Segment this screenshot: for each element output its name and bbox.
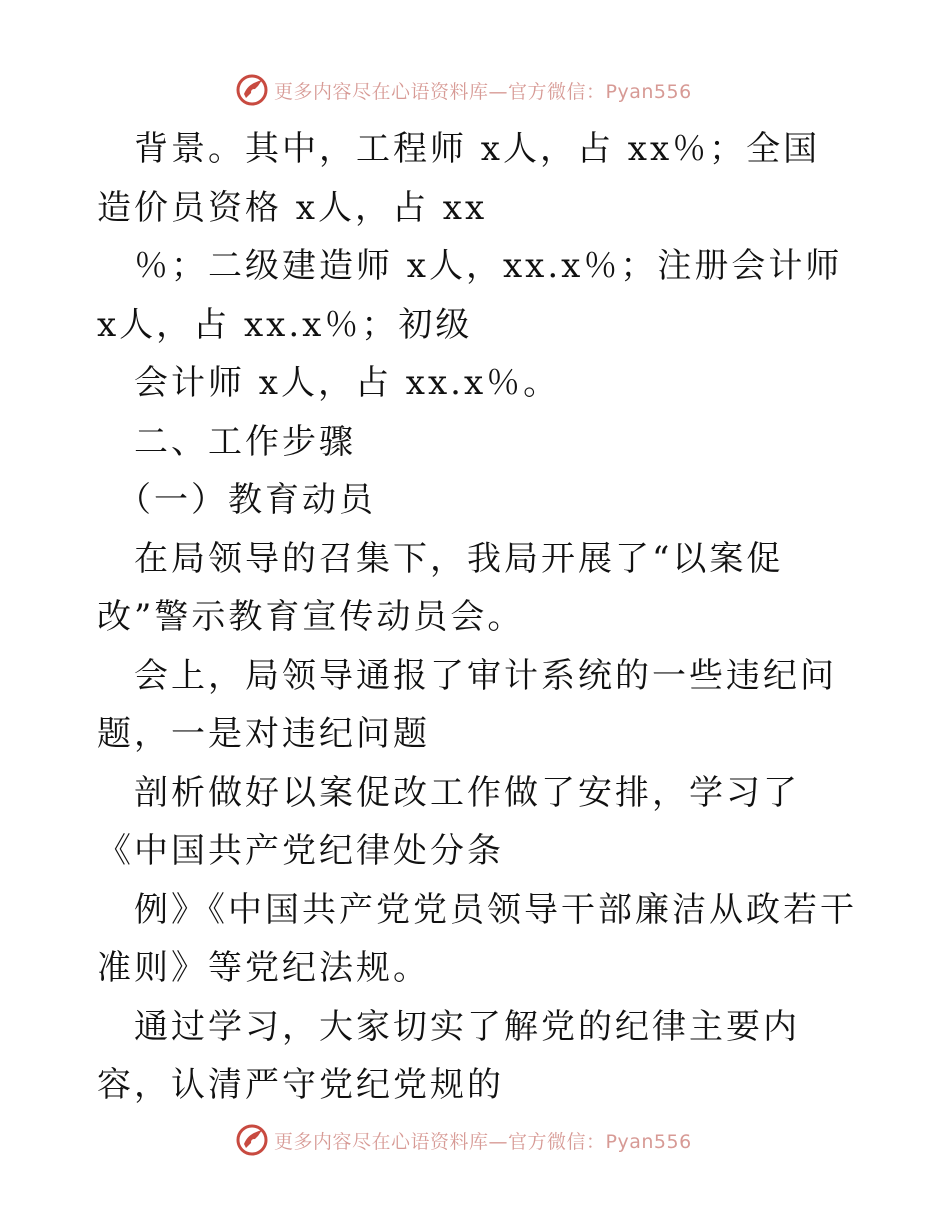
subsection-heading: （一）教育动员 (97, 480, 376, 520)
document-body (97, 120, 857, 1115)
paragraph-6: 剖析做好以案促改工作做了安排，学习了《中国共产党纪律处分条 (97, 772, 800, 871)
watermark-text: 更多内容尽在心语资料库—官方微信：Pyan556 (274, 1130, 692, 1153)
footer-watermark (234, 1120, 714, 1160)
section-heading: 二、工作步骤 (97, 421, 356, 462)
paragraph-1: 背景。其中，工程师 x人，占 xx％；全国造价员资格 x人，占 xx (97, 129, 821, 228)
paragraph-8: 通过学习，大家切实了解党的纪律主要内容，认清严守党纪党规的 (97, 1006, 800, 1105)
brush-logo-icon (234, 72, 270, 108)
paragraph-5: 会上，局领导通报了审计系统的一些违纪问题，一是对违纪问题 (97, 655, 837, 754)
paragraph-4: 在局领导的召集下，我局开展了“以案促改”警示教育宣传动员会。 (97, 538, 784, 637)
paragraph-2: ％；二级建造师 x人，xx.x％；注册会计师 x人，占 xx.x％；初级 (97, 246, 857, 345)
brush-logo-icon (234, 1122, 270, 1158)
paragraph-7: 例》《中国共产党党员领导干部廉洁从政若干准则》等党纪法规。 (97, 889, 857, 988)
watermark-text: 更多内容尽在心语资料库—官方微信：Pyan556 (274, 80, 692, 103)
header-watermark (234, 70, 714, 110)
paragraph-3: 会计师 x人，占 xx.x％。 (97, 363, 561, 403)
